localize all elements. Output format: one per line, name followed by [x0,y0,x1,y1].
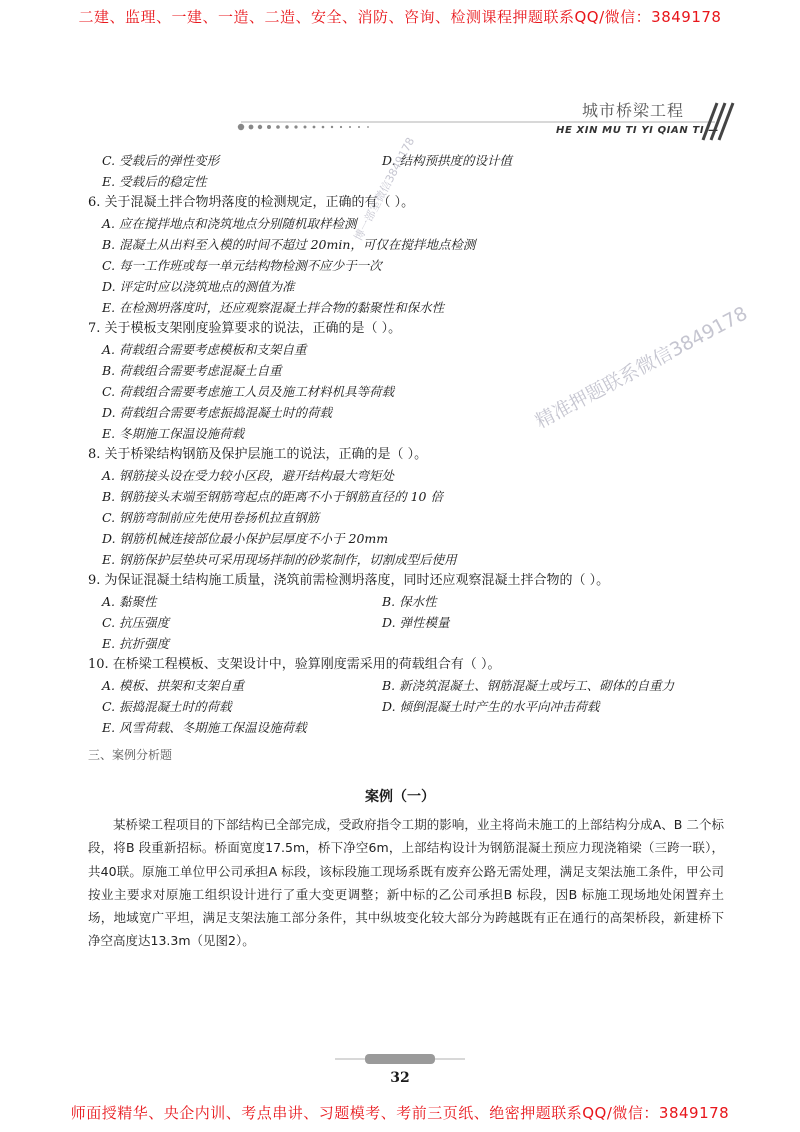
q8-option-e: E. 钢筋保护层垫块可采用现场拌制的砂浆制作，切割成型后使用 [102,552,457,567]
q7-option-b: B. 荷载组合需要考虑混凝土自重 [102,363,282,378]
q9-option-a: A. 黏聚性 [102,594,157,609]
q9-option-b: B. 保水性 [382,594,437,609]
q8-option-d: D. 钢筋机械连接部位最小保护层厚度不小于 20mm [102,531,389,546]
q6-option-c: C. 每一工作班或每一单元结构物检测不应少于一次 [102,258,382,273]
case-paragraph: 某桥梁工程项目的下部结构已全部完成，受政府指令工期的影响，业主将尚未施工的上部结构分成A、B 二个标段，将B 段重新招标。桥面宽度17.5m，桥下净空6m，上部结构设计为钢筋混凝土预应力现浇箱梁（三跨一联），共40联。原施工单位甲公司承担A 标段，该标段施工现场系既有废弃公路无需处理，满足支架法施工条件，甲公司按业主要求对原施工组织设计进行了重大变更调整；新中标的乙公司承担B 标段，因B 标施工现场地处闲置弃土场，地域宽广平坦，满足支架法施工部分条件，其中纵坡变化较大部分为跨越既有正在通行的高架桥段，新建桥下净空高度达13.3m（见图2）。 [88,817,724,949]
question-7: 7. 关于模板支架刚度验算要求的说法，正确的是（ ）。 [88,321,402,336]
watermark-small: 博一部室微信3849178 [351,135,418,244]
question-9: 9. 为保证混凝土结构施工质量，浇筑前需检测坍落度，同时还应观察混凝土拌合物的（ ）。 [88,573,610,588]
option-d: D. 结构预拱度的设计值 [382,153,513,168]
option-row [88,696,728,717]
option-row [88,591,728,612]
q6-option-b: B. 混凝土从出料至入模的时间不超过 20min，可仅在搅拌地点检测 [102,237,476,252]
option-row [88,612,728,633]
q10-option-a: A. 模板、拱架和支架自重 [102,678,244,693]
q7-option-a: A. 荷载组合需要考虑模板和支架自重 [102,342,307,357]
q6-option-e: E. 在检测坍落度时，还应观察混凝土拌合物的黏聚性和保水性 [102,300,445,315]
case-title: 案例（一） [365,789,435,805]
option-row [88,675,728,696]
q10-option-c: C. 振捣混凝土时的荷载 [102,699,232,714]
q8-option-a: A. 钢筋接头设在受力较小区段，避开结构最大弯矩处 [102,468,394,483]
question-6: 6. 关于混凝土拌合物坍落度的检测规定，正确的有（ ）。 [88,195,415,210]
q7-option-e: E. 冬期施工保温设施荷载 [102,426,245,441]
question-8: 8. 关于桥梁结构钢筋及保护层施工的说法，正确的是（ ）。 [88,447,428,462]
q7-option-d: D. 荷载组合需要考虑振捣混凝土时的荷载 [102,405,333,420]
footer-decoration [335,1050,465,1072]
bottom-promo-banner: 师面授精华、央企内训、考点串讲、习题模考、考前三页纸、绝密押题联系QQ/微信：3849178 [70,1104,730,1122]
option-e: E. 受载后的稳定性 [102,174,207,189]
running-subtitle: HE XIN MU TI YI QIAN TI — [556,125,719,136]
option-c: C. 受载后的弹性变形 [102,153,220,168]
top-promo-banner: 二建、监理、一建、一造、二造、安全、消防、咨询、检测课程押题联系QQ/微信：3849178 [78,8,722,26]
page-number: 32 [390,1070,410,1086]
q6-option-d: D. 评定时应以浇筑地点的测值为准 [102,279,295,294]
q10-option-d: D. 倾倒混凝土时产生的水平向冲击荷载 [382,699,600,714]
q10-option-b: B. 新浇筑混凝土、钢筋混凝土或圬工、砌体的自重力 [382,678,675,693]
section-heading: 三、案例分析题 [88,748,173,762]
question-10: 10. 在桥梁工程模板、支架设计中，验算刚度需采用的荷载组合有（ ）。 [88,657,501,672]
q10-option-e: E. 风雪荷载、冬期施工保温设施荷载 [102,720,307,735]
watermark-large: 精准押题联系微信3849178 [531,302,752,433]
q8-option-c: C. 钢筋弯制前应先使用卷扬机拉直钢筋 [102,510,320,525]
question-list [88,150,728,766]
q9-option-d: D. 弹性模量 [382,615,450,630]
q8-option-b: B. 钢筋接头末端至钢筋弯起点的距离不小于钢筋直径的 10 倍 [102,489,443,504]
q6-option-a: A. 应在搅拌地点和浇筑地点分别随机取样检测 [102,216,357,231]
q9-option-e: E. 抗折强度 [102,636,170,651]
q7-option-c: C. 荷载组合需要考虑施工人员及施工材料机具等荷载 [102,384,395,399]
running-title: 城市桥梁工程 [582,101,685,120]
q9-option-c: C. 抗压强度 [102,615,170,630]
